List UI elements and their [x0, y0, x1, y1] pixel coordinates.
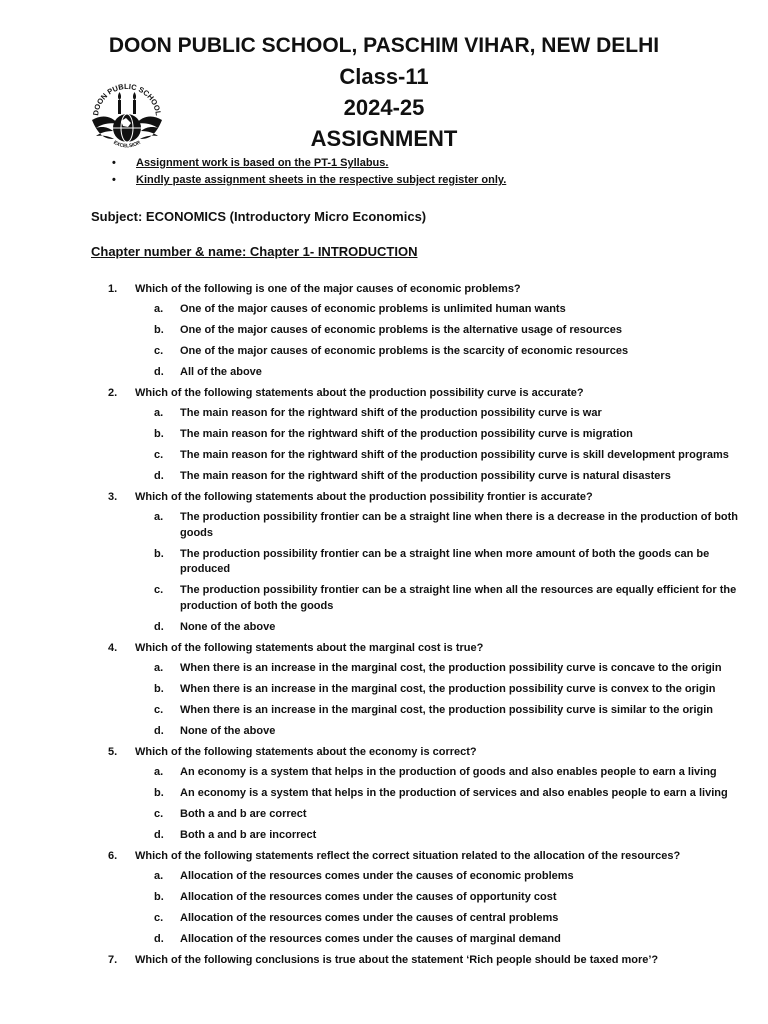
option-item	[154, 583, 750, 614]
option-list	[108, 869, 750, 948]
option-letter: a.	[154, 765, 164, 778]
class-label: Class-11	[339, 64, 429, 89]
option-letter: d.	[154, 470, 164, 482]
option-text: All of the above	[180, 366, 262, 378]
option-item	[154, 323, 750, 339]
option-letter: a.	[154, 661, 164, 674]
question-item	[108, 282, 723, 381]
option-item	[154, 911, 750, 927]
option-text: When there is an increase in the marginal cost, the production possibility curve is concave to the origin	[180, 661, 722, 674]
option-item	[154, 724, 750, 740]
option-list	[108, 302, 750, 381]
option-text: None of the above	[180, 620, 276, 633]
question-item	[108, 953, 723, 968]
question-text: Which of the following conclusions is true about the statement ‘Rich people should be taxed more’?	[135, 953, 659, 966]
option-item	[154, 682, 750, 698]
option-text: Allocation of the resources comes under the causes of marginal demand	[180, 932, 561, 945]
option-text: One of the major causes of economic problems is the scarcity of economic resources	[180, 345, 629, 357]
option-item	[154, 890, 750, 906]
question-item	[108, 386, 729, 485]
option-item	[154, 807, 750, 823]
option-list	[108, 406, 750, 485]
option-text: Allocation of the resources comes under the causes of central problems	[180, 911, 559, 924]
question-text: Which of the following is one of the major causes of economic problems?	[135, 283, 521, 295]
option-letter: a.	[154, 303, 164, 315]
question-text: Which of the following statements about the economy is correct?	[135, 745, 477, 758]
note-item: • Kindly paste assignment sheets in the respective subject register only.	[112, 172, 506, 189]
option-letter: b.	[154, 547, 164, 560]
question-text: Which of the following statements reflect the correct situation related to the allocation of the resources?	[135, 849, 681, 862]
option-text: The production possibility frontier can be a straight line when all the resources are equally efficient for the production of both the goods	[180, 584, 737, 612]
note-item: • Assignment work is based on the PT-1 Syllabus.	[112, 155, 506, 172]
option-item	[154, 302, 750, 318]
question-item	[108, 641, 723, 740]
question-text: Which of the following statements about the marginal cost is true?	[135, 641, 484, 654]
option-item	[154, 661, 750, 677]
option-list	[108, 661, 750, 740]
question-number: 3.	[108, 491, 118, 503]
question-item	[108, 745, 728, 844]
option-item	[154, 828, 750, 844]
option-list	[108, 765, 750, 844]
option-text: One of the major causes of economic problems is the alternative usage of resources	[180, 324, 622, 336]
chapter-line: Chapter number & name: Chapter 1- INTRODUCTION	[91, 244, 418, 259]
option-text: The production possibility frontier can be a straight line when there is a decrease in the production of both goods	[180, 511, 739, 539]
option-letter: d.	[154, 366, 164, 378]
option-item	[154, 406, 750, 422]
option-item	[154, 510, 750, 541]
option-list	[108, 510, 750, 635]
option-item	[154, 765, 750, 781]
svg-text:DOON PUBLIC SCHOOL: DOON PUBLIC SCHOOL	[91, 81, 163, 117]
option-text: The main reason for the rightward shift of the production possibility curve is war	[180, 407, 602, 419]
question-text: Which of the following statements about the production possibility frontier is accurate?	[135, 491, 593, 503]
option-letter: a.	[154, 511, 164, 523]
option-item	[154, 869, 750, 885]
option-text: Both a and b are correct	[180, 807, 307, 820]
option-item	[154, 547, 750, 578]
option-text: Allocation of the resources comes under the causes of economic problems	[180, 869, 574, 882]
option-text: When there is an increase in the marginal cost, the production possibility curve is convex to the origin	[180, 682, 716, 695]
option-letter: b.	[154, 428, 164, 440]
question-number: 5.	[108, 745, 118, 758]
option-text: The main reason for the rightward shift of the production possibility curve is skill development programs	[180, 449, 729, 461]
school-name: DOON PUBLIC SCHOOL, PASCHIM VIHAR, NEW DELHI	[108, 34, 660, 57]
school-logo	[88, 74, 166, 156]
option-text: The production possibility frontier can be a straight line when more amount of both the goods can be produced	[180, 547, 710, 575]
option-item	[154, 703, 750, 719]
option-letter: a.	[154, 869, 164, 882]
option-item	[154, 620, 750, 636]
option-letter: c.	[154, 807, 164, 820]
option-text: The main reason for the rightward shift of the production possibility curve is natural disasters	[180, 470, 671, 482]
option-item	[154, 448, 750, 464]
option-letter: c.	[154, 345, 164, 357]
option-item	[154, 344, 750, 360]
question-text: Which of the following statements about the production possibility curve is accurate?	[135, 387, 584, 399]
option-letter: b.	[154, 890, 164, 903]
option-letter: b.	[154, 682, 164, 695]
subject-line: Subject: ECONOMICS (Introductory Micro Economics)	[91, 209, 427, 224]
option-letter: d.	[154, 620, 164, 633]
option-letter: c.	[154, 449, 164, 461]
option-letter: c.	[154, 584, 164, 596]
option-text: None of the above	[180, 724, 276, 737]
question-list	[108, 282, 739, 973]
question-number: 6.	[108, 849, 118, 862]
question-number: 7.	[108, 953, 118, 966]
option-letter: a.	[154, 407, 164, 419]
session-label: 2024-25	[343, 95, 425, 120]
assignment-notes	[112, 155, 506, 189]
option-text: An economy is a system that helps in the production of services and also enables people to earn a living	[180, 786, 728, 799]
option-text: Both a and b are incorrect	[180, 828, 317, 841]
option-letter: c.	[154, 703, 164, 716]
option-item	[154, 469, 750, 485]
option-text: The main reason for the rightward shift of the production possibility curve is migration	[180, 428, 633, 440]
option-letter: b.	[154, 786, 164, 799]
option-text: When there is an increase in the marginal cost, the production possibility curve is similar to the origin	[180, 703, 714, 716]
option-letter: d.	[154, 724, 164, 737]
option-letter: d.	[154, 828, 164, 841]
option-letter: b.	[154, 324, 164, 336]
question-item	[108, 849, 723, 948]
option-text: Allocation of the resources comes under the causes of opportunity cost	[180, 890, 557, 903]
option-item	[154, 427, 750, 443]
question-item	[108, 490, 739, 635]
assignment-title: ASSIGNMENT	[310, 126, 458, 151]
question-number: 2.	[108, 387, 118, 399]
question-number: 1.	[108, 283, 118, 295]
option-item	[154, 365, 750, 381]
question-number: 4.	[108, 641, 118, 654]
option-text: An economy is a system that helps in the production of goods and also enables people to earn a living	[180, 765, 717, 778]
option-letter: c.	[154, 911, 164, 924]
option-letter: d.	[154, 932, 164, 945]
option-item	[154, 786, 750, 802]
option-item	[154, 932, 750, 948]
svg-text:EXCELSIOR: EXCELSIOR	[112, 139, 142, 150]
option-text: One of the major causes of economic problems is unlimited human wants	[180, 303, 566, 315]
